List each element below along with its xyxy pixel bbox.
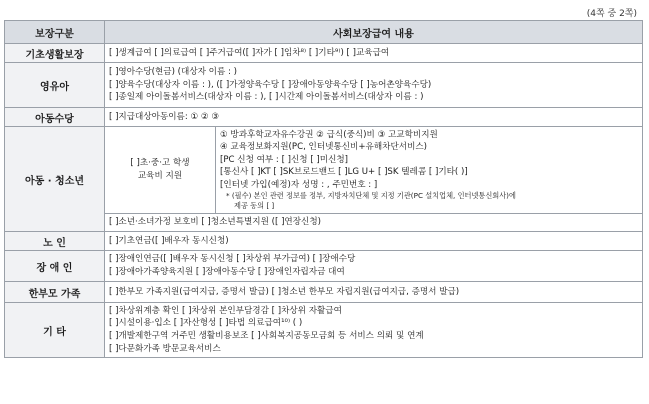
category-child-allowance: 아동수당 <box>5 108 105 127</box>
youth-bottom-line: [ ]소년·소녀가정 보호비 [ ]청소년특별지원 ([ ]연장신청) <box>109 217 321 228</box>
youth-consent-note-2: 제공 동의 [ ] <box>234 201 275 211</box>
child-allowance-line: [ ]지급대상아동이름: ① ② ③ <box>109 111 220 122</box>
row-infant <box>5 63 643 108</box>
content-basic-livelihood[interactable] <box>105 44 643 63</box>
etc-line-2: [ ]시설이용·입소 [ ]자산형성 [ ]타법 의료급여¹⁰⁾ ( ) <box>109 318 303 329</box>
infant-line-3: [ ]종일제 아이돌봄서비스(대상자 이름 : ), [ ]시간제 아이돌봄서비스(대상자 이름 : ) <box>109 92 424 103</box>
basic-livelihood-options: [ ]생계급여 [ ]의료급여 [ ]주거급여([ ]자가 [ ]임차⁸⁾ [ ]기타⁹⁾) [ ]교육급여 <box>109 47 390 58</box>
category-disabled: 장 애 인 <box>5 251 105 282</box>
youth-education-label <box>105 127 216 213</box>
youth-detail-2: ④ 교육정보화지원(PC, 인터넷통신비+유해차단서비스) <box>220 142 428 153</box>
row-etc <box>5 303 643 358</box>
header-content: 사회보장급여 내용 <box>105 21 643 44</box>
row-disabled <box>5 251 643 282</box>
social-security-benefit-table <box>4 20 643 358</box>
row-elderly <box>5 232 643 251</box>
infant-line-1: [ ]영아수당(현금) (대상자 이름 : ) <box>109 67 237 78</box>
category-youth: 아동 · 청소년 <box>5 127 105 232</box>
youth-education-label-2: 교육비 지원 <box>137 171 183 182</box>
youth-consent-note-1: * (필수) 본인 관련 정보를 정부, 지방자치단체 및 지정 기관(PC 설치업체, 인터넷통신회사)에 <box>226 191 516 201</box>
content-child-allowance[interactable] <box>105 108 643 127</box>
content-disabled[interactable] <box>105 251 643 282</box>
etc-line-1: [ ]차상위계층 확인 [ ]차상위 본인부담경감 [ ]차상위 자활급여 <box>109 305 342 316</box>
etc-line-3: [ ]개발제한구역 거주민 생활비용보조 [ ]사회복지공동모금회 등 서비스 의뢰 및 연계 <box>109 331 424 342</box>
infant-line-2: [ ]양육수당(대상자 이름 : ), ([ ]가정양육수당 [ ]장애아동양육수당 [ ]농어촌양육수당) <box>109 79 432 90</box>
content-youth-education[interactable] <box>105 127 643 214</box>
table-header-row <box>5 21 643 44</box>
category-single-parent: 한부모 가족 <box>5 282 105 303</box>
content-etc[interactable] <box>105 303 643 358</box>
youth-detail-5: [인터넷 가입(예정)자 성명 : , 주민번호 : ] <box>220 179 378 190</box>
content-single-parent[interactable] <box>105 282 643 303</box>
youth-detail-4: [통신사 [ ]KT [ ]SK브로드밴드 [ ]LG U+ [ ]SK 텔레콤 [ ]기타( )] <box>220 167 468 178</box>
content-infant[interactable] <box>105 63 643 108</box>
youth-education-label-1: [ ]초·중·고 학생 <box>130 158 190 169</box>
header-category: 보장구분 <box>5 21 105 44</box>
category-elderly: 노 인 <box>5 232 105 251</box>
youth-education-details <box>216 127 642 213</box>
category-etc: 기 타 <box>5 303 105 358</box>
row-youth <box>5 127 643 214</box>
category-infant: 영유아 <box>5 63 105 108</box>
youth-detail-3: [PC 신청 여부 : [ ]신청 [ ]미신청] <box>220 154 349 165</box>
page-count-note: (4쪽 중 2쪽) <box>586 9 637 19</box>
content-elderly[interactable] <box>105 232 643 251</box>
etc-line-4: [ ]다문화가족 방문교육서비스 <box>109 343 221 354</box>
elderly-line: [ ]기초연금([ ]배우자 동시신청) <box>109 235 229 246</box>
row-basic-livelihood <box>5 44 643 63</box>
content-youth-bottom[interactable] <box>105 214 643 232</box>
row-child-allowance <box>5 108 643 127</box>
category-basic-livelihood: 기초생활보장 <box>5 44 105 63</box>
disabled-line-2: [ ]장애아가족양육지원 [ ]장애아동수당 [ ]장애인자립자금 대여 <box>109 267 345 278</box>
youth-detail-1: ① 방과후학교자유수강권 ② 급식(중식)비 ③ 고교학비지원 <box>220 130 438 140</box>
row-single-parent <box>5 282 643 303</box>
disabled-line-1: [ ]장애인연금([ ]배우자 동시신청 [ ]차상위 부가급여) [ ]장애수당 <box>109 254 356 265</box>
single-parent-line: [ ]한부모 가족지원(급여지급, 증명서 발급) [ ]청소년 한부모 자립지원(급여지급, 증명서 발급) <box>109 286 460 297</box>
